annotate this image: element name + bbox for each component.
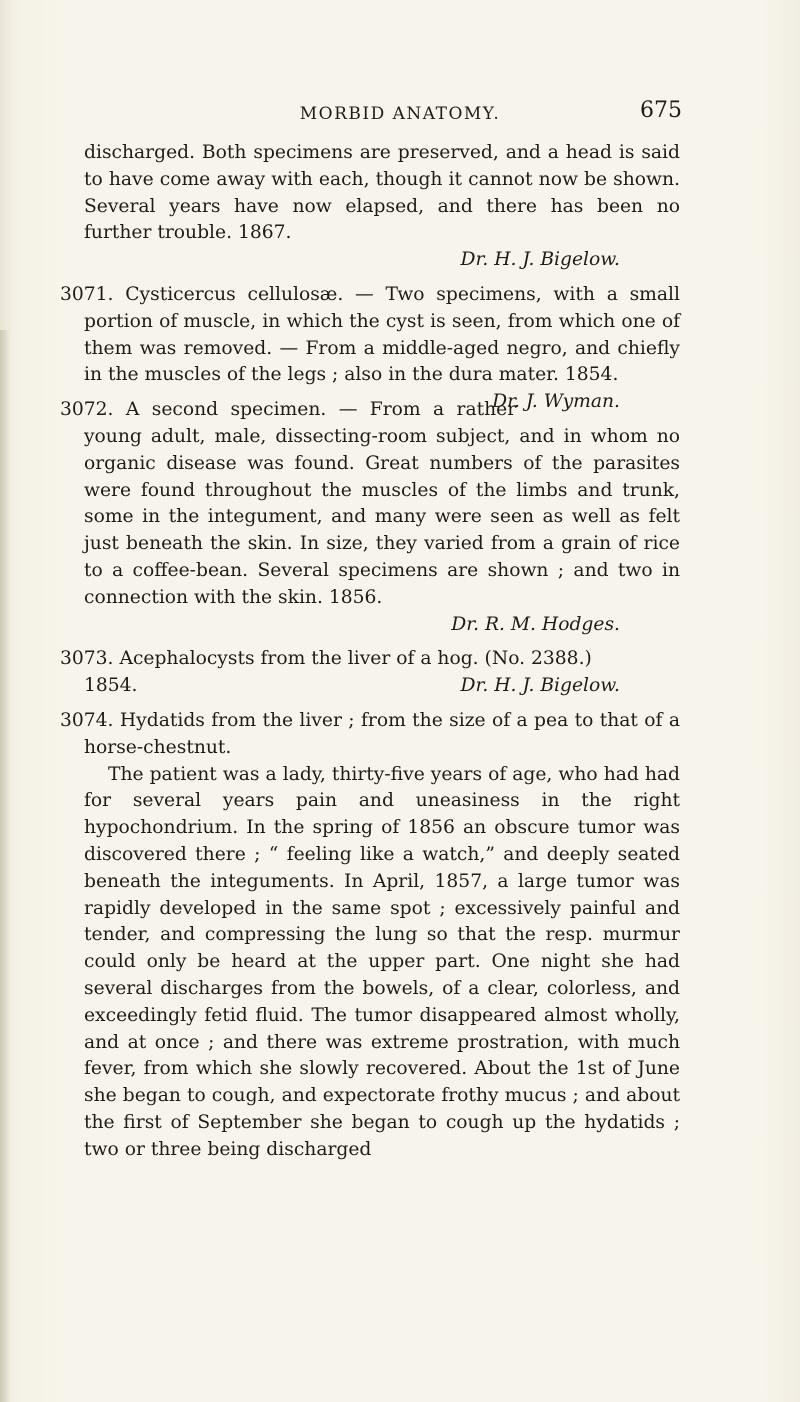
page-number: 675: [640, 98, 682, 123]
entry-number-3073: 3073.: [60, 648, 114, 670]
citation-3072: Dr. R. M. Hodges.: [451, 613, 620, 635]
entry-3072: [60, 397, 680, 611]
citation-3071: Dr. J. Wyman.: [492, 391, 620, 413]
entry-3074: [60, 708, 680, 762]
running-head: MORBID ANATOMY.: [299, 104, 501, 124]
entry-text-3074: Hydatids from the liver ; from the size of a pea to that of a horse-chestnut.: [84, 709, 680, 758]
case-history-3074: The patient was a lady, thirty-five years of age, who had had for several years pain and uneasiness in the right hypochondrium. In the spring of 1856 an obscure tumor was discovered there ; “ feeling like a watch,” and deeply seated beneath the integuments. In April, 1857, a large tumor was rapidly developed in the same spot ; excessively painful and tender, and compressing the lung so that the resp. murmur could only be heard at the upper part. One night she had several discharges from the bowels, of a clear, colorless, and exceedingly fetid fluid. The tumor disappeared almost wholly, and at once ; and there was extreme prostration, with much fever, from which she slowly recovered. About the 1st of June she began to cough, and expectorate frothy mucus ; and about the first of September she began to cough up the hydatids ; two or three being discharged: [84, 763, 680, 1160]
entry-number-3072: 3072.: [60, 399, 114, 421]
citation-prev: Dr. H. J. Bigelow.: [460, 249, 620, 271]
citation-3073: Dr. H. J. Bigelow.: [460, 675, 620, 697]
page-body: [60, 140, 680, 1163]
entry-text-3072: A second specimen. — From a rather young adult, male, dissecting-room subject, and in whom no organic disease was found. Great numbers of the parasites were found throughout the muscles of the limbs and trunk, some in the integument, and many were seen as well as felt just beneath the skin. In size, they varied from a grain of rice to a coffee-bean. Several specimens are shown ; and two in connection with the skin. 1856.: [84, 399, 680, 608]
continued-paragraph: discharged. Both specimens are preserved, and a head is said to have come away with each, though it cannot now be shown. Several years have now elapsed, and there has been no further trouble. 1867.: [84, 142, 680, 244]
page-edge-shadow: [0, 330, 10, 1402]
entry-year-3073: 1854.: [84, 675, 138, 697]
entry-text-3073: Acephalocysts from the liver of a hog. (No. 2388.): [119, 648, 592, 670]
entry-text-3071: Cysticercus cellulosæ. — Two specimens, with a small portion of muscle, in which the cyst is seen, from which one of them was removed. — From a middle-aged negro, and chiefly in the muscles of the legs ; also in the dura mater. 1854.: [84, 283, 680, 386]
entry-3073: [60, 646, 680, 700]
entry-number-3074: 3074.: [60, 709, 114, 731]
entry-number-3071: 3071.: [60, 283, 114, 305]
page-header: [0, 98, 800, 128]
